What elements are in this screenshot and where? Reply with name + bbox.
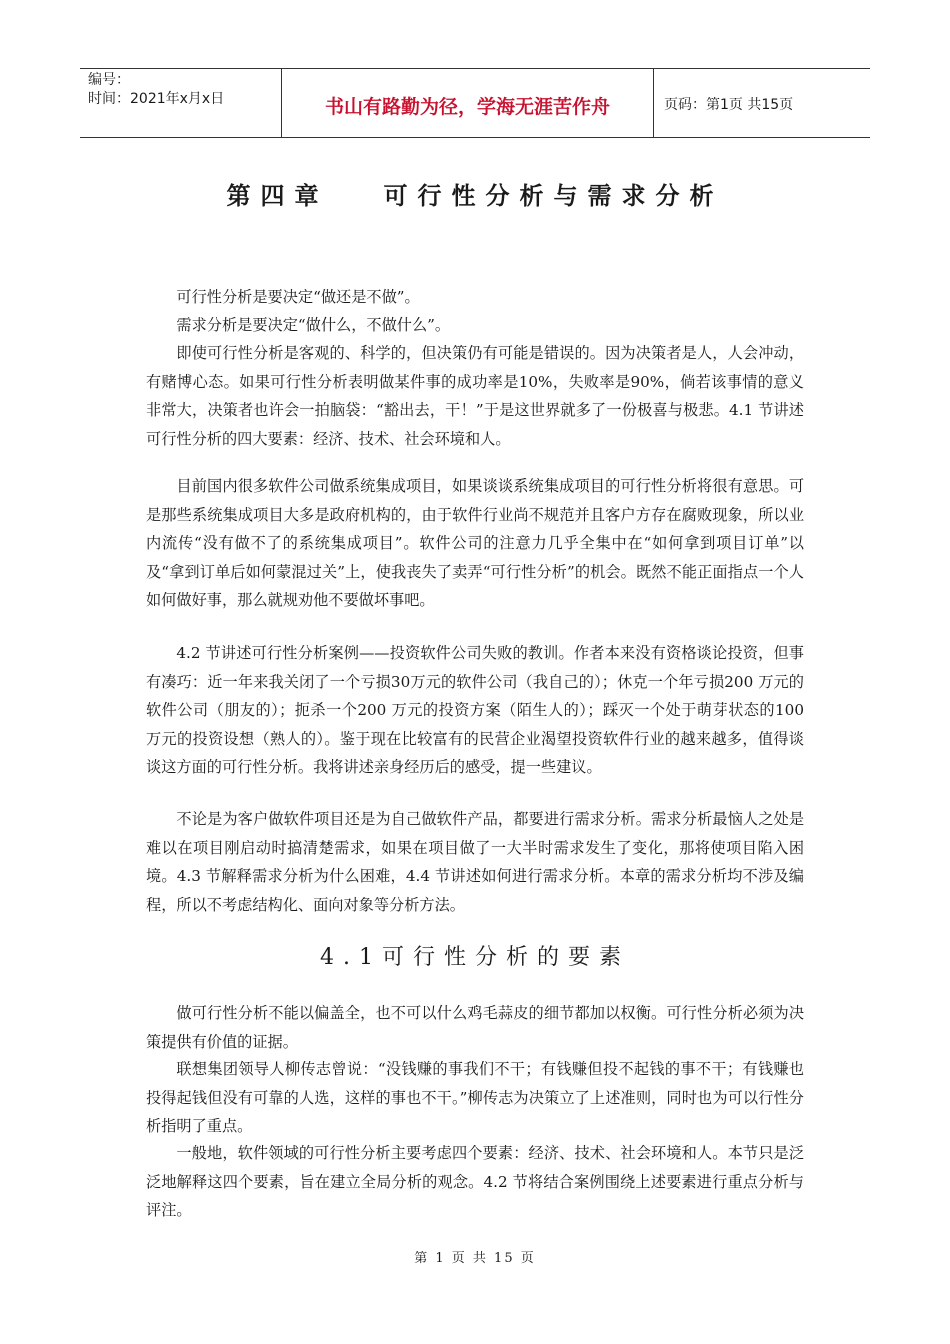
paragraph: 不论是为客户做软件项目还是为自己做软件产品，都要进行需求分析。需求分析最恼人之处是难以在项目刚启动时搞清楚需求，如果在项目做了一大半时需求发生了变化，那将使项目陷入困境。4.3 节解释需求分析为什么困难，4.4 节讲述如何进行需求分析。本章的需求分析均不涉及编程，所以不考虑结构化、面向对象等分析方法。 xyxy=(146,810,804,914)
paragraph: 4.2 节讲述可行性分析案例——投资软件公司失败的教训。作者本来没有资格谈论投资，但事有凑巧：近一年来我关闭了一个亏损30万元的软件公司（我自己的）；休克一个年亏损200 万元的软件公司（朋友的）；扼杀一个200 万元的投资方案（陌生人的）；踩灭一个处于萌芽状态的100 万元的投资设想（熟人的）。鉴于现在比较富有的民营企业渴望投资软件行业的越来越多，值得谈谈这方面的可行性分析。我将讲述亲身经历后的感受，提一些建议。 xyxy=(146,644,804,777)
paragraph: 可行性分析是要决定“做还是不做”。 xyxy=(176,288,420,306)
header-meta xyxy=(80,69,282,137)
paragraph: 需求分析是要决定“做什么，不做什么”。 xyxy=(176,316,451,334)
chapter-title: 第四章 可行性分析与需求分析 xyxy=(226,182,724,210)
paragraph: 做可行性分析不能以偏盖全，也不可以什么鸡毛蒜皮的细节都加以权衡。可行性分析必须为决策提供有价值的证据。 xyxy=(146,1004,804,1051)
paragraph: 目前国内很多软件公司做系统集成项目，如果谈谈系统集成项目的可行性分析将很有意思。可是那些系统集成项目大多是政府机构的，由于软件行业尚不规范并且客户方存在腐败现象，所以业内流传“没有做不了的系统集成项目”。软件公司的注意力几乎全集中在“如何拿到项目订单”以及“拿到订单后如何蒙混过关”上，使我丧失了卖弄“可行性分析”的机会。既然不能正面指点一个人如何做好事，那么就规劝他不要做坏事吧。 xyxy=(146,477,804,610)
number-label: 编号： xyxy=(88,72,130,88)
section-title: 4.1可行性分析的要素 xyxy=(320,945,630,970)
paragraph: 联想集团领导人柳传志曾说：“没钱赚的事我们不干；有钱赚但投不起钱的事不干；有钱赚也投得起钱但没有可靠的人选，这样的事也不干。”柳传志为决策立了上述准则，同时也为可以行性分析指明了重点。 xyxy=(146,1060,804,1136)
paragraph: 一般地，软件领域的可行性分析主要考虑四个要素：经济、技术、社会环境和人。本节只是泛泛地解释这四个要素，旨在建立全局分析的观念。4.2 节将结合案例围绕上述要素进行重点分析与评注。 xyxy=(146,1144,804,1220)
header-page-info: 页码：第1页 共15页 xyxy=(664,97,794,113)
time-label: 时间：2021年x月x日 xyxy=(88,91,225,107)
document-header xyxy=(80,68,870,138)
paragraph: 即使可行性分析是客观的、科学的，但决策仍有可能是错误的。因为决策者是人，人会冲动，有赌博心态。如果可行性分析表明做某件事的成功率是10%，失败率是90%，倘若该事情的意义非常大，决策者也许会一拍脑袋：“豁出去，干！”于是这世界就多了一份极喜与极悲。4.1 节讲述可行性分析的四大要素：经济、技术、社会环境和人。 xyxy=(146,344,804,448)
header-motto: 书山有路勤为径，学海无涯苦作舟 xyxy=(282,69,654,137)
page-footer: 第 1 页 共 15 页 xyxy=(414,1251,536,1266)
